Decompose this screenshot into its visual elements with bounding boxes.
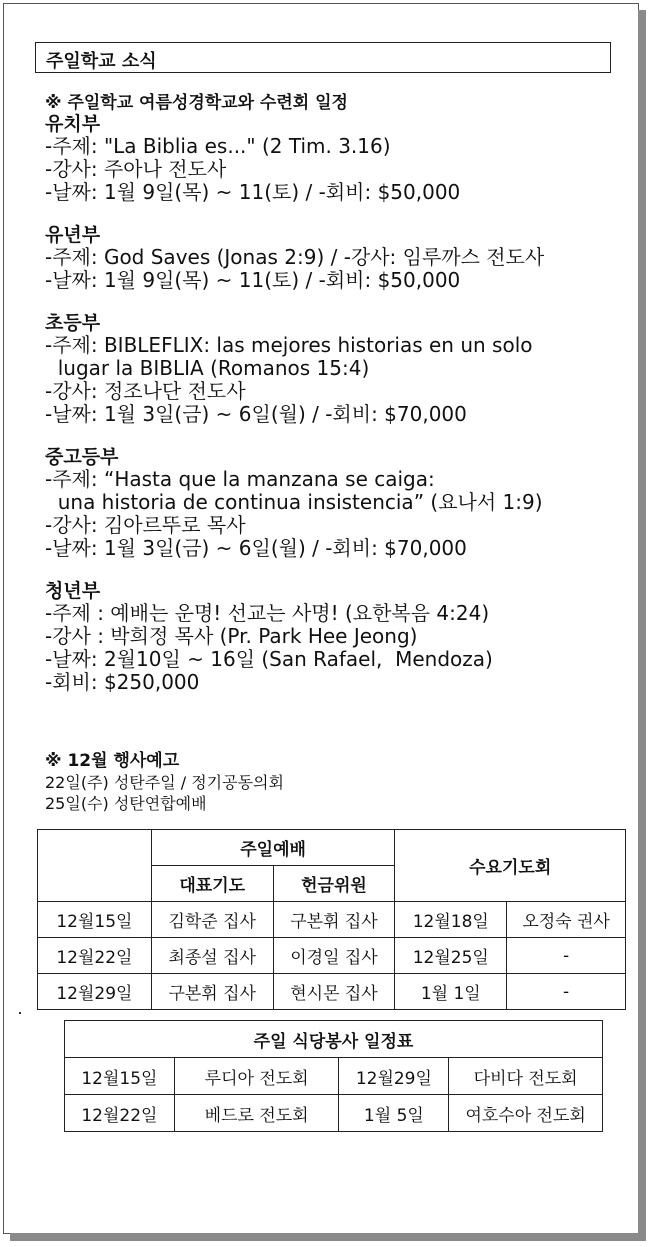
row-prayer: 구본휘 집사	[151, 974, 273, 1010]
group-line: -주제 : 예배는 운명! 선교는 사명! (요한복음 4:24)	[45, 601, 490, 625]
table-row	[38, 974, 626, 1010]
retreat-title: ※ 주일학교 여름성경학교와 수련회 일정	[45, 93, 348, 113]
row-wed-date: 1월 1일	[395, 974, 507, 1010]
table-row	[65, 1095, 603, 1132]
page-shadow-bottom	[10, 1233, 646, 1241]
row-offering: 현시몬 집사	[273, 974, 395, 1010]
group-kindergarten	[45, 113, 625, 204]
group-line: -강사 : 박희정 목사 (Pr. Park Hee Jeong)	[45, 624, 418, 648]
group-line: -날짜: 1월 9일(목) ~ 11(토) / -회비: $50,000	[45, 268, 461, 292]
group-name: 유년부	[45, 224, 101, 246]
row-prayer: 김학준 집사	[151, 902, 273, 938]
group-line: -회비: $250,000	[45, 670, 200, 694]
row-wed-date: 12월25일	[395, 938, 507, 974]
group-line: -주제: "La Biblia es..." (2 Tim. 3.16)	[45, 134, 391, 158]
group-line: -주제: “Hasta que la manzana se caiga:	[45, 467, 435, 491]
cafeteria-schedule-table	[64, 1020, 603, 1132]
group-line: una historia de continua insistencia” (요나서 1:9)	[45, 490, 543, 514]
row-offering: 구본휘 집사	[273, 902, 395, 938]
stray-dot	[19, 1012, 21, 1014]
row-team: 베드로 전도회	[174, 1095, 339, 1132]
table-row	[38, 938, 626, 974]
row-date: 12월22일	[65, 1095, 175, 1132]
group-line: -주제: God Saves (Jonas 2:9) / -강사: 임루까스 전도사	[45, 245, 545, 269]
page-shadow-right	[638, 10, 646, 1240]
group-name: 초등부	[45, 312, 101, 334]
group-name: 유치부	[45, 113, 101, 135]
row-date: 12월15일	[38, 902, 152, 938]
row-date: 12월15일	[65, 1058, 175, 1095]
group-line: -강사: 주아나 전도사	[45, 157, 227, 181]
row-wed-leader: -	[507, 974, 626, 1010]
group-name: 청년부	[45, 580, 101, 602]
offering-header: 헌금위원	[273, 866, 395, 902]
sunday-worship-header: 주일예배	[151, 830, 395, 866]
worship-schedule-table	[37, 829, 626, 1010]
group-name: 중고등부	[45, 446, 119, 468]
row-date: 12월29일	[339, 1058, 449, 1095]
group-young-adult	[45, 580, 625, 694]
group-youth	[45, 446, 625, 560]
row-wed-leader: 오정숙 권사	[507, 902, 626, 938]
row-prayer: 최종설 집사	[151, 938, 273, 974]
cafeteria-title: 주일 식당봉사 일정표	[65, 1021, 603, 1058]
row-date: 1월 5일	[339, 1095, 449, 1132]
retreat-section	[45, 93, 625, 714]
row-wed-leader: -	[507, 938, 626, 974]
row-date: 12월22일	[38, 938, 152, 974]
row-date: 12월29일	[38, 974, 152, 1010]
group-line: -주제: BIBLEFLIX: las mejores historias en un solo	[45, 333, 533, 357]
section-header-title: 주일학교 소식	[46, 51, 157, 72]
table-row	[65, 1058, 603, 1095]
table-header-row	[38, 830, 626, 866]
group-primary	[45, 224, 625, 292]
group-elementary	[45, 312, 625, 426]
group-line: -강사: 김아르뚜로 목사	[45, 513, 246, 537]
row-wed-date: 12월18일	[395, 902, 507, 938]
group-line: -날짜: 2월10일 ~ 16일 (San Rafael, Mendoza)	[45, 647, 493, 671]
group-line: -강사: 정조나단 전도사	[45, 379, 246, 403]
group-line: -날짜: 1월 9일(목) ~ 11(토) / -회비: $50,000	[45, 180, 461, 204]
group-line: lugar la BIBLIA (Romanos 15:4)	[45, 356, 370, 380]
row-team: 루디아 전도회	[174, 1058, 339, 1095]
row-team: 여호수아 전도회	[449, 1095, 603, 1132]
section-header	[35, 42, 611, 73]
row-offering: 이경일 집사	[273, 938, 395, 974]
row-team: 다비다 전도회	[449, 1058, 603, 1095]
event-line: 25일(수) 성탄연합예배	[45, 794, 207, 813]
prayer-header: 대표기도	[151, 866, 273, 902]
group-line: -날짜: 1월 3일(금) ~ 6일(월) / -회비: $70,000	[45, 402, 467, 426]
event-line: 22일(주) 성탄주일 / 정기공동의회	[45, 773, 284, 792]
table-header-row	[65, 1021, 603, 1058]
events-title: ※ 12월 행사예고	[45, 751, 180, 771]
table-row	[38, 902, 626, 938]
wednesday-prayer-header: 수요기도회	[395, 830, 626, 902]
group-line: -날짜: 1월 3일(금) ~ 6일(월) / -회비: $70,000	[45, 536, 467, 560]
events-section	[45, 750, 284, 814]
table-header-blank	[38, 830, 152, 902]
